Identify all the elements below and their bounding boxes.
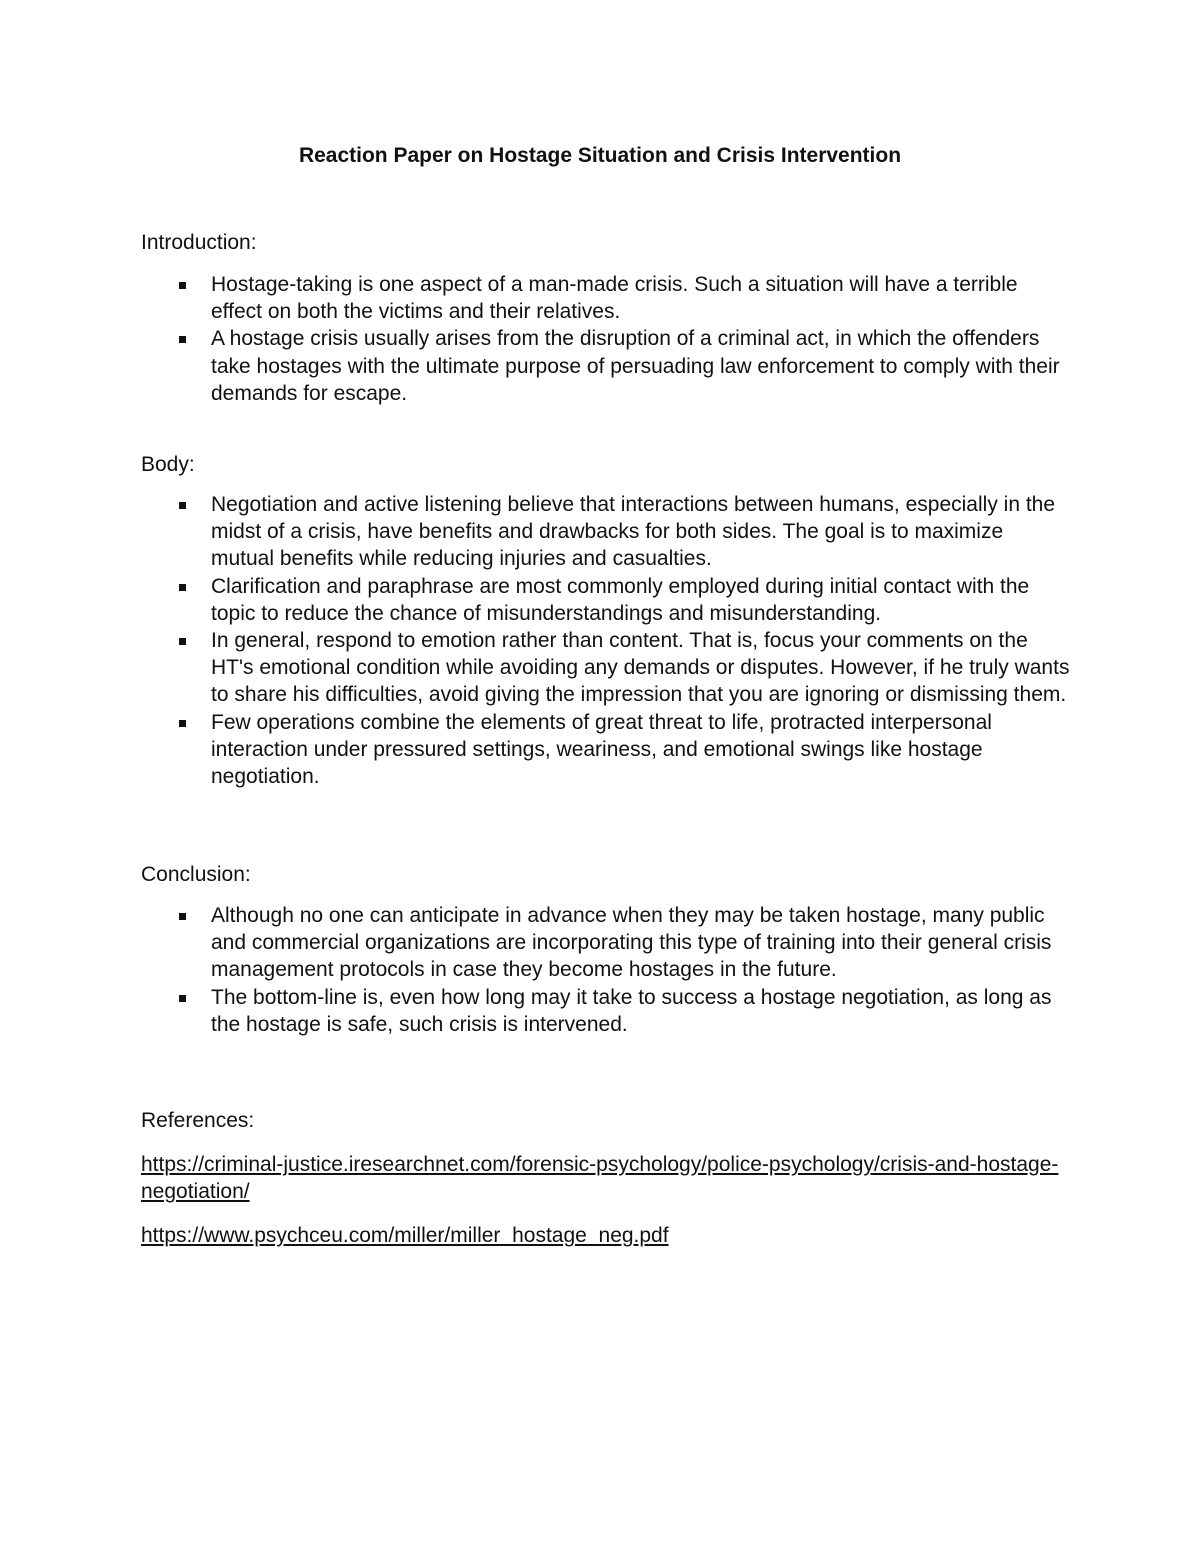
reference-link[interactable]: https://www.psychceu.com/miller/miller_hostage_neg.pdf [141,1224,669,1247]
square-bullet-icon [179,638,186,645]
references-list [141,1151,1071,1249]
square-bullet-icon [179,584,186,591]
square-bullet-icon [179,720,186,727]
square-bullet-icon [179,913,186,920]
list-item [141,627,1071,709]
list-item [141,573,1071,627]
list-item [141,325,1071,407]
list-item-text: Negotiation and active listening believe that interactions between humans, especially in the midst of a crisis, have benefits and drawbacks for both sides. The goal is to maximize mutual benefits while reducing injuries and casualties. [211,493,1056,571]
body-heading: Body: [141,453,195,476]
reference-link[interactable]: https://criminal-justice.iresearchnet.com/forensic-psychology/police-psychology/crisis-and-hostage-negotiation/ [141,1153,1059,1203]
square-bullet-icon [179,336,186,343]
square-bullet-icon [179,282,186,289]
list-item [141,271,1071,325]
body-list [141,491,1071,790]
conclusion-list [141,902,1071,1038]
introduction-list [141,271,1071,407]
list-item-text: The bottom-line is, even how long may it take to success a hostage negotiation, as long as the hostage is safe, such crisis is intervened. [211,985,1052,1036]
list-item [141,984,1071,1038]
list-item-text: Clarification and paraphrase are most commonly employed during initial contact with the topic to reduce the chance of misunderstandings and misunderstanding. [211,574,1030,625]
list-item [141,902,1071,984]
introduction-heading: Introduction: [141,231,257,254]
list-item-text: Hostage-taking is one aspect of a man-made crisis. Such a situation will have a terrible effect on both the victims and their relatives. [211,273,1018,324]
list-item-text: In general, respond to emotion rather than content. That is, focus your comments on the HT's emotional condition while avoiding any demands or disputes. However, if he truly wants to share his difficulties, avoid giving the impression that you are ignoring or dismissing them. [211,629,1070,707]
list-item-text: Although no one can anticipate in advance when they may be taken hostage, many public and commercial organizations are incorporating this type of training into their general crisis management protocols in case they become hostages in the future. [211,904,1052,982]
references-heading: References: [141,1109,255,1132]
list-item-text: A hostage crisis usually arises from the disruption of a criminal act, in which the offenders take hostages with the ultimate purpose of persuading law enforcement to comply with their demands for escape. [211,327,1060,405]
list-item-text: Few operations combine the elements of great threat to life, protracted interpersonal interaction under pressured settings, weariness, and emotional swings like hostage negotiation. [211,710,992,789]
conclusion-heading: Conclusion: [141,863,251,886]
square-bullet-icon [179,502,186,509]
list-item [141,491,1071,573]
document-title: Reaction Paper on Hostage Situation and Crisis Intervention [298,144,902,167]
list-item [141,709,1071,791]
square-bullet-icon [179,995,186,1002]
